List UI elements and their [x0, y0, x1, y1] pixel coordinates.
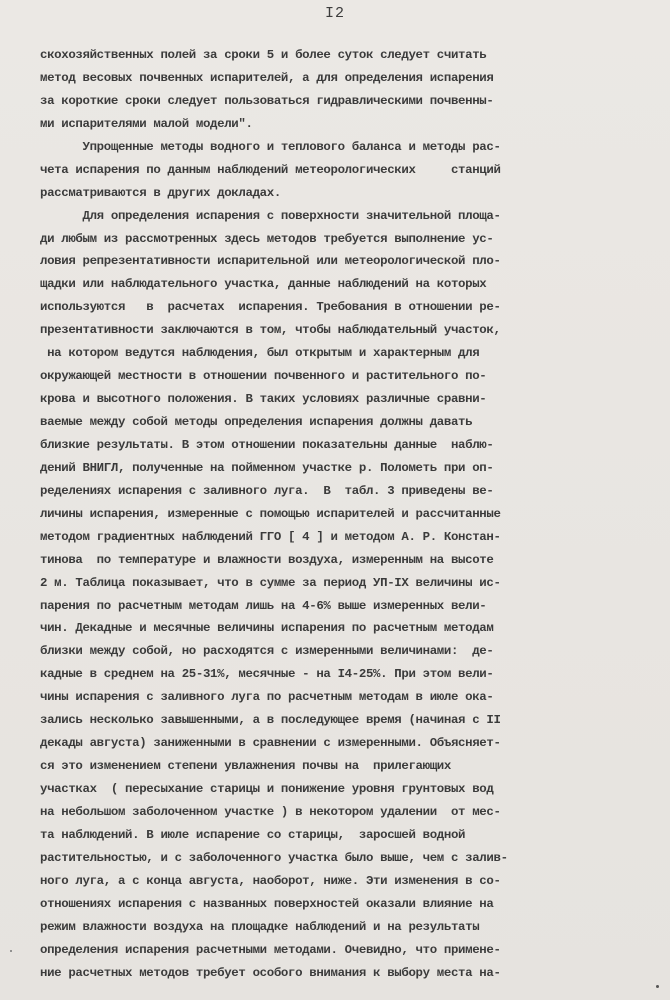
text-line: ние расчетных методов требует особого внимания к выбору места на- [40, 965, 501, 980]
text-line: тинова по температуре и влажности воздуха, измеренным на высоте [40, 552, 494, 567]
text-line: на котором ведутся наблюдения, был открытым и характерным для [40, 346, 480, 361]
text-line: чины испарения с заливного луга по расчетным методам в июле ока- [40, 690, 494, 705]
scan-speck [656, 985, 659, 988]
text-line: крова и высотного положения. В таких условиях различные сравни- [40, 392, 487, 407]
text-line: ределениях испарения с заливного луга. В табл. 3 приведены ве- [40, 483, 494, 498]
text-line: методом градиентных наблюдений ГГО [ 4 ] и методом А. Р. Констан- [40, 529, 501, 544]
text-line: парения по расчетным методам лишь на 4-6% выше измеренных вели- [40, 598, 487, 613]
text-line: окружающей местности в отношении почвенного и растительного по- [40, 369, 487, 384]
text-line: щадки или наблюдательного участка, данные наблюдений на которых [40, 277, 487, 292]
text-line: используются в расчетах испарения. Требования в отношении ре- [40, 300, 501, 315]
text-line: презентативности заключаются в том, чтобы наблюдательный участок, [40, 323, 501, 338]
text-line: та наблюдений. В июле испарение со старицы, заросшей водной [40, 827, 466, 842]
text-line: ди любым из рассмотренных здесь методов требуется выполнение ус- [40, 231, 494, 246]
page-number: I2 [324, 5, 345, 22]
text-line: метод весовых почвенных испарителей, а для определения испарения [40, 70, 494, 85]
text-line: участках ( пересыхание старицы и понижение уровня грунтовых вод [40, 782, 494, 796]
text-line: рассматриваются в других докладах. [40, 185, 281, 200]
text-line: на небольшом заболоченном участке ) в некотором удалении от мес- [40, 804, 501, 819]
text-line: ми испарителями малой модели". [40, 116, 253, 131]
text-line: кадные в среднем на 25-31%, месячные - на I4-25%. При этом вели- [40, 667, 494, 682]
body-text [40, 44, 640, 984]
text-line: личины испарения, измеренные с помощью испарителей и рассчитанные [40, 506, 501, 521]
text-line: чин. Декадные и месячные величины испарения по расчетным методам [40, 621, 494, 636]
text-line: определения испарения расчетными методами. Очевидно, что примене- [40, 942, 501, 957]
text-line: зались несколько завышенными, а в последующее время (начиная с II [40, 713, 501, 728]
text-line: 2 м. Таблица показывает, что в сумме за период УП-IX величины ис- [40, 575, 501, 590]
text-line: растительностью, и с заболоченного участка было выше, чем с залив- [40, 850, 508, 865]
text-line: дений ВНИГЛ, полученные на пойменном участке р. Полометь при оп- [40, 460, 494, 475]
text-line: близки между собой, но расходятся с измеренными величинами: де- [40, 644, 494, 659]
text-line: ся это изменением степени увлажнения почвы на прилегающих [40, 759, 451, 774]
text-line: ного луга, а с конца августа, наоборот, ниже. Эти изменения в со- [40, 873, 501, 888]
text-line: декады августа) заниженными в сравнении с измеренными. Объясняет- [40, 736, 501, 751]
text-line: ваемые между собой методы определения испарения должны давать [40, 415, 473, 429]
text-line: отношениях испарения с названных поверхностей оказали влияние на [40, 896, 494, 911]
text-line: за короткие сроки следует пользоваться гидравлическими почвенны- [40, 93, 494, 108]
text-line: чета испарения по данным наблюдений метеорологических станций [40, 162, 501, 177]
text-line: скохозяйственных полей за сроки 5 и более суток следует считать [40, 48, 487, 62]
text-line: близкие результаты. В этом отношении показательны данные наблю- [40, 437, 494, 452]
text-line: Для определения испарения с поверхности значительной площа- [40, 208, 501, 223]
text-line: режим влажности воздуха на площадке наблюдений и на результаты [40, 919, 480, 934]
text-line: Упрощенные методы водного и теплового баланса и методы рас- [40, 139, 501, 154]
scan-speck [10, 950, 12, 952]
text-line: ловия репрезентативности испарительной или метеорологической пло- [40, 254, 501, 269]
